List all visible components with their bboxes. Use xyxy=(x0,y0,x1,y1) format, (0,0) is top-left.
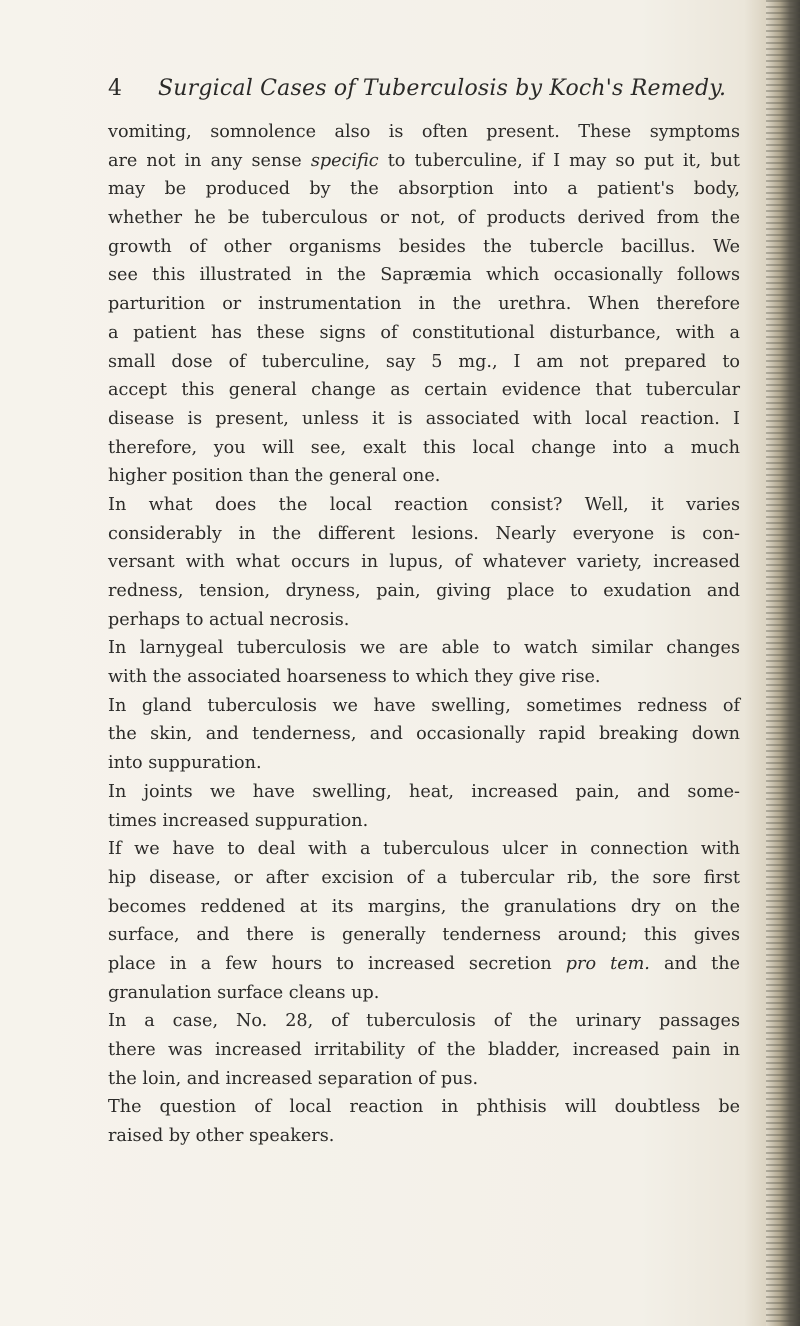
text-line: granulation surface cleans up. xyxy=(108,982,380,1003)
text-line: considerably in the different lesions. Nearly everyone is con- xyxy=(108,523,740,544)
text-line: small dose of tuberculine, say 5 mg., I am not prepared to xyxy=(108,351,740,372)
text-line: In joints we have swelling, heat, increased pain, and some- xyxy=(108,781,740,802)
text-line: therefore, you will see, exalt this local change into a much xyxy=(108,437,740,458)
text-line: into suppuration. xyxy=(108,753,262,774)
text-line: place in a few hours to increased secretion pro tem. and the xyxy=(108,953,740,974)
text-line: whether he be tuberculous or not, of products derived from the xyxy=(108,208,740,229)
text-line: redness, tension, dryness, pain, giving place to exudation and xyxy=(108,581,740,601)
running-header xyxy=(108,76,728,112)
text-line: In a case, No. 28, of tuberculosis of the urinary passages xyxy=(108,1011,740,1032)
text-line: In gland tuberculosis we have swelling, sometimes redness of xyxy=(108,695,740,716)
text-line: vomiting, somnolence also is often present. These symptoms xyxy=(108,122,740,142)
text-line: becomes reddened at its margins, the granulations dry on the xyxy=(108,896,740,917)
text-line: If we have to deal with a tuberculous ulcer in connection with xyxy=(108,839,740,860)
text-line: the loin, and increased separation of pus. xyxy=(108,1068,479,1089)
text-line: there was increased irritability of the bladder, increased pain in xyxy=(108,1040,740,1060)
page-edge-shadow xyxy=(766,0,800,1326)
text-line: may be produced by the absorption into a patient's body, xyxy=(108,179,740,200)
text-line: versant with what occurs in lupus, of whatever variety, increased xyxy=(108,552,740,573)
text-line: higher position than the general one. xyxy=(108,466,441,487)
text-line: are not in any sense specific to tuberculine, if I may so put it, but xyxy=(108,150,740,171)
text-line: hip disease, or after excision of a tubercular rib, the sore first xyxy=(108,867,740,888)
text-line: growth of other organisms besides the tubercle bacillus. We xyxy=(108,236,740,257)
text-line: disease is present, unless it is associated with local reaction. I xyxy=(108,408,740,429)
text-line: times increased suppuration. xyxy=(108,810,369,831)
text-line: a patient has these signs of constitutional disturbance, with a xyxy=(108,322,740,343)
text-line: with the associated hoarseness to which they give rise. xyxy=(108,667,601,688)
running-title: Surgical Cases of Tuberculosis by Koch's Remedy. xyxy=(158,76,727,101)
text-line: accept this general change as certain evidence that tubercular xyxy=(108,380,740,401)
text-line: perhaps to actual necrosis. xyxy=(108,609,350,630)
text-line: raised by other speakers. xyxy=(108,1126,335,1147)
body-text xyxy=(108,118,740,1151)
text-line: In larnygeal tuberculosis we are able to watch similar changes xyxy=(108,638,740,659)
text-line: see this illustrated in the Sapræmia which occasionally follows xyxy=(108,265,740,286)
page-number: 4 xyxy=(108,76,123,101)
text-line: the skin, and tenderness, and occasionally rapid breaking down xyxy=(108,724,740,745)
text-line: parturition or instrumentation in the urethra. When therefore xyxy=(108,294,740,315)
text-line: The question of local reaction in phthisis will doubtless be xyxy=(108,1097,740,1118)
text-line: In what does the local reaction consist? Well, it varies xyxy=(108,494,740,515)
text-line: surface, and there is generally tenderness around; this gives xyxy=(108,925,740,946)
